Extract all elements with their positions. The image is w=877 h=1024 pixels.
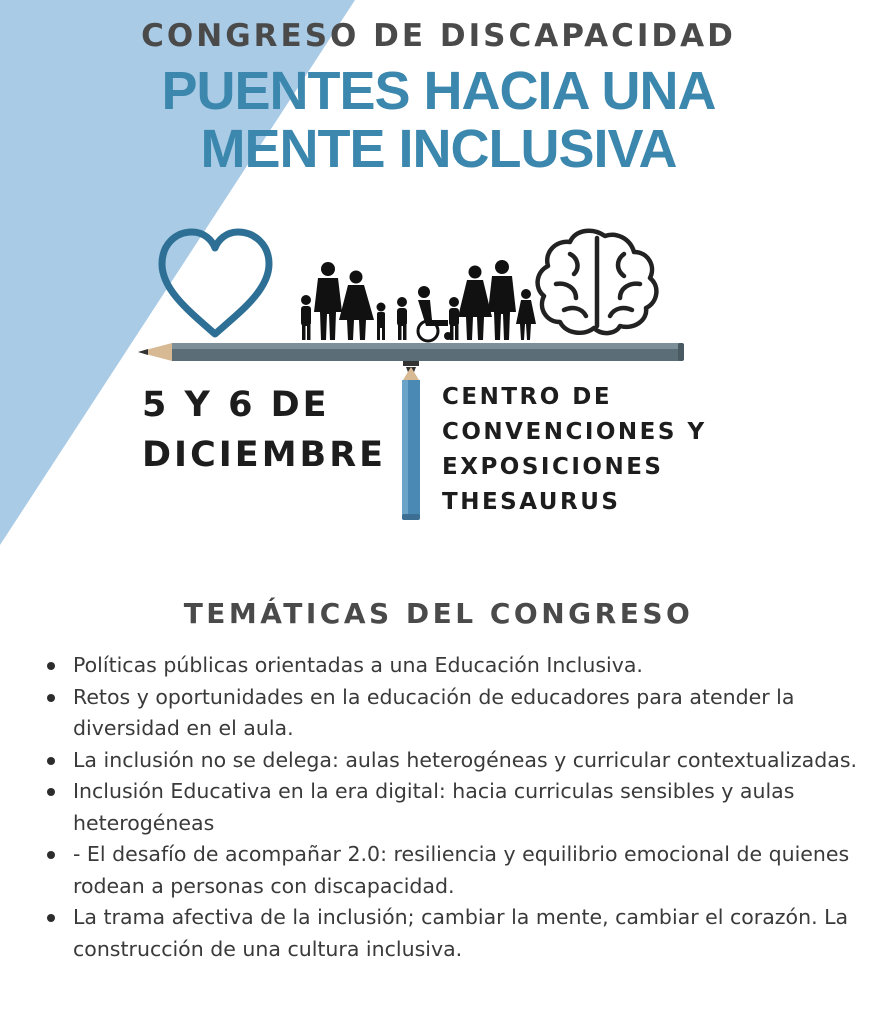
bullet-icon (47, 851, 55, 859)
pencil-beam-icon (138, 343, 684, 361)
venue-line-4: THESAURUS (442, 489, 621, 515)
venue-line-2: CONVENCIONES Y (442, 419, 707, 445)
venue-line-1: CENTRO DE (442, 384, 613, 410)
bullet-icon (47, 694, 55, 702)
list-item (42, 776, 862, 839)
venue-line-3: EXPOSICIONES (442, 454, 664, 480)
list-item-text: La inclusión no se delega: aulas heterogéneas y curricular contextualizadas. (73, 747, 858, 772)
event-venue (442, 380, 707, 520)
heart-outline-icon (162, 232, 269, 334)
title-line-1: PUENTES HACIA UNA (161, 61, 716, 121)
event-date (142, 380, 386, 480)
list-item-text: Inclusión Educativa en la era digital: hacia curriculas sensibles y aulas heterogéneas (73, 779, 795, 835)
list-item-text: Políticas públicas orientadas a una Educación Inclusiva. (73, 653, 643, 677)
list-item (42, 650, 862, 682)
list-item-text: La trama afectiva de la inclusión; cambiar la mente, cambiar el corazón. La construcción de una cultura inclusiva. (73, 905, 849, 961)
list-item-text: Retos y oportunidades en la educación de educadores para atender la diversidad en el aula. (73, 684, 795, 740)
brain-outline-icon (538, 231, 657, 333)
list-item (42, 902, 862, 965)
themes-list (42, 650, 862, 965)
congress-title (0, 62, 877, 178)
list-item (42, 839, 862, 902)
title-line-2: MENTE INCLUSIVA (200, 119, 677, 179)
list-item-text: - El desafío de acompañar 2.0: resiliencia y equilibrio emocional de quienes rodean a personas con discapacidad. (73, 842, 850, 898)
bullet-icon (47, 788, 55, 796)
date-line-2: DICIEMBRE (142, 435, 387, 475)
bullet-icon (47, 914, 55, 922)
list-item (42, 745, 862, 777)
list-item (42, 682, 862, 745)
bullet-icon (47, 757, 55, 765)
congress-subtitle: CONGRESO DE DISCAPACIDAD (141, 18, 736, 54)
bullet-icon (47, 662, 55, 670)
family-silhouette-icon (301, 260, 536, 341)
date-line-1: 5 Y 6 DE (142, 385, 330, 425)
themes-heading: TEMÁTICAS DEL CONGRESO (183, 597, 694, 630)
pencil-icon (402, 361, 420, 520)
